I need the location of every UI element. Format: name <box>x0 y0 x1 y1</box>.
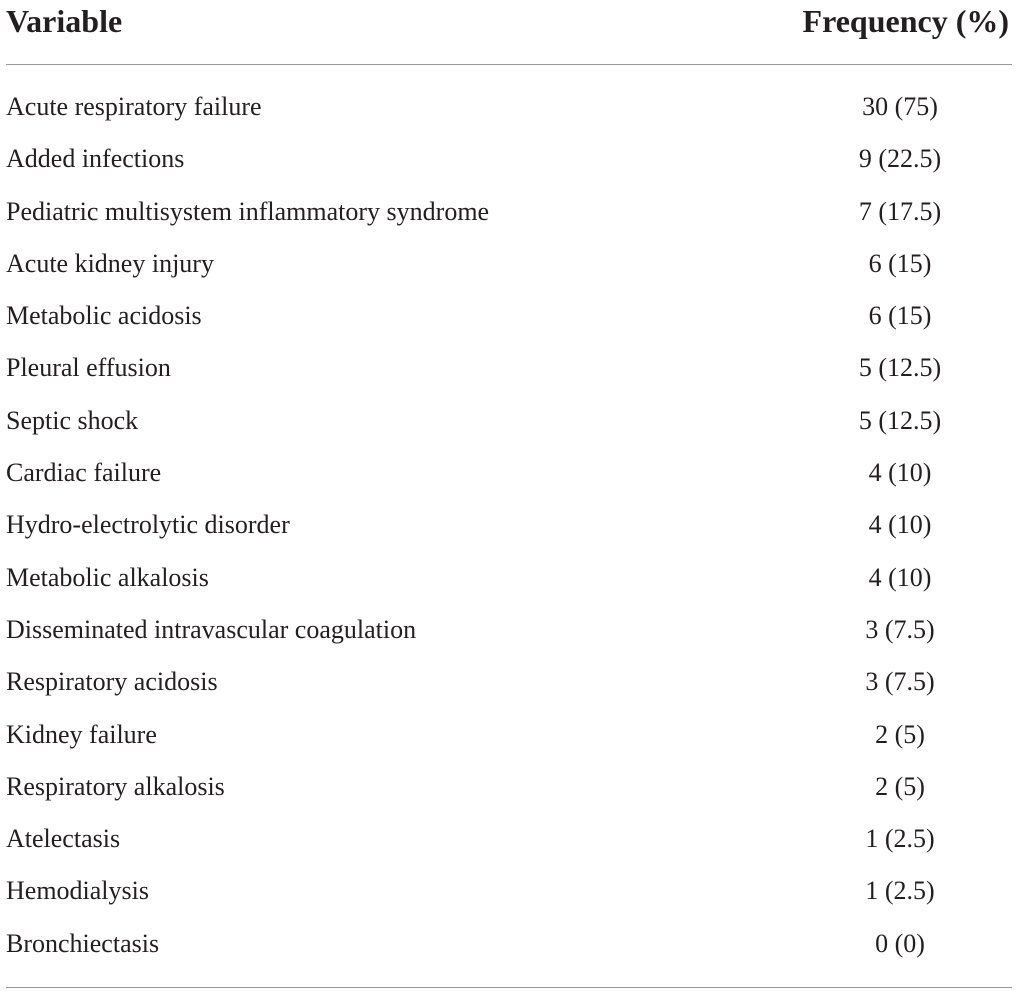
table-row <box>0 82 1017 134</box>
variable-cell: Pediatric multisystem inflammatory syndrome <box>6 196 490 226</box>
frequency-cell: 4 (10) <box>868 458 932 488</box>
frequency-cell: 5 (12.5) <box>858 353 942 383</box>
table-row <box>0 762 1017 814</box>
variable-cell: Bronchiectasis <box>6 928 160 958</box>
table-row <box>0 657 1017 709</box>
table-bottom-rule <box>6 987 1012 988</box>
variable-cell: Disseminated intravascular coagulation <box>6 614 417 644</box>
frequency-cell: 2 (5) <box>875 719 925 749</box>
variable-cell: Acute kidney injury <box>6 248 214 278</box>
frequency-cell: 0 (0) <box>875 928 925 958</box>
frequency-cell: 9 (22.5) <box>858 144 942 174</box>
variable-column-header: Variable <box>6 3 123 39</box>
frequency-cell: 1 (2.5) <box>865 824 935 854</box>
table-row <box>0 866 1017 918</box>
variable-cell: Respiratory acidosis <box>6 667 218 697</box>
header-divider <box>6 64 1012 65</box>
frequency-cell: 5 (12.5) <box>858 405 942 435</box>
frequency-cell: 7 (17.5) <box>858 196 942 226</box>
variable-cell: Hydro-electrolytic disorder <box>6 510 290 540</box>
variable-cell: Added infections <box>6 144 185 174</box>
frequency-cell: 4 (10) <box>868 510 932 540</box>
variable-cell: Hemodialysis <box>6 876 149 906</box>
table-row <box>0 187 1017 239</box>
frequency-cell: 4 (10) <box>868 562 932 592</box>
table-row <box>0 239 1017 291</box>
table-row <box>0 814 1017 866</box>
table-row <box>0 919 1017 971</box>
table-row <box>0 605 1017 657</box>
variable-cell: Metabolic acidosis <box>6 301 202 331</box>
frequency-cell: 3 (7.5) <box>865 614 935 644</box>
variable-cell: Septic shock <box>6 405 139 435</box>
frequency-cell: 2 (5) <box>875 771 925 801</box>
variable-cell: Acute respiratory failure <box>6 92 262 121</box>
variable-cell: Respiratory alkalosis <box>6 771 225 801</box>
table-row <box>0 553 1017 605</box>
frequency-cell: 3 (7.5) <box>865 667 935 697</box>
table-row <box>0 291 1017 343</box>
frequency-column-header: Frequency (%) <box>802 3 1009 39</box>
table-row <box>0 500 1017 552</box>
variable-cell: Cardiac failure <box>6 458 162 488</box>
table-row <box>0 134 1017 186</box>
variable-cell: Pleural effusion <box>6 353 171 383</box>
table-header <box>0 0 1017 64</box>
frequency-cell: 30 (75) <box>862 92 938 121</box>
frequency-cell: 6 (15) <box>868 301 932 331</box>
variable-cell: Metabolic alkalosis <box>6 562 209 592</box>
table-row <box>0 448 1017 500</box>
table-row <box>0 710 1017 762</box>
table-row <box>0 343 1017 395</box>
frequency-cell: 1 (2.5) <box>865 876 935 906</box>
table-row <box>0 396 1017 448</box>
table-body <box>0 82 1017 971</box>
frequency-cell: 6 (15) <box>868 248 932 278</box>
variable-cell: Atelectasis <box>6 824 121 854</box>
variable-cell: Kidney failure <box>6 719 157 749</box>
